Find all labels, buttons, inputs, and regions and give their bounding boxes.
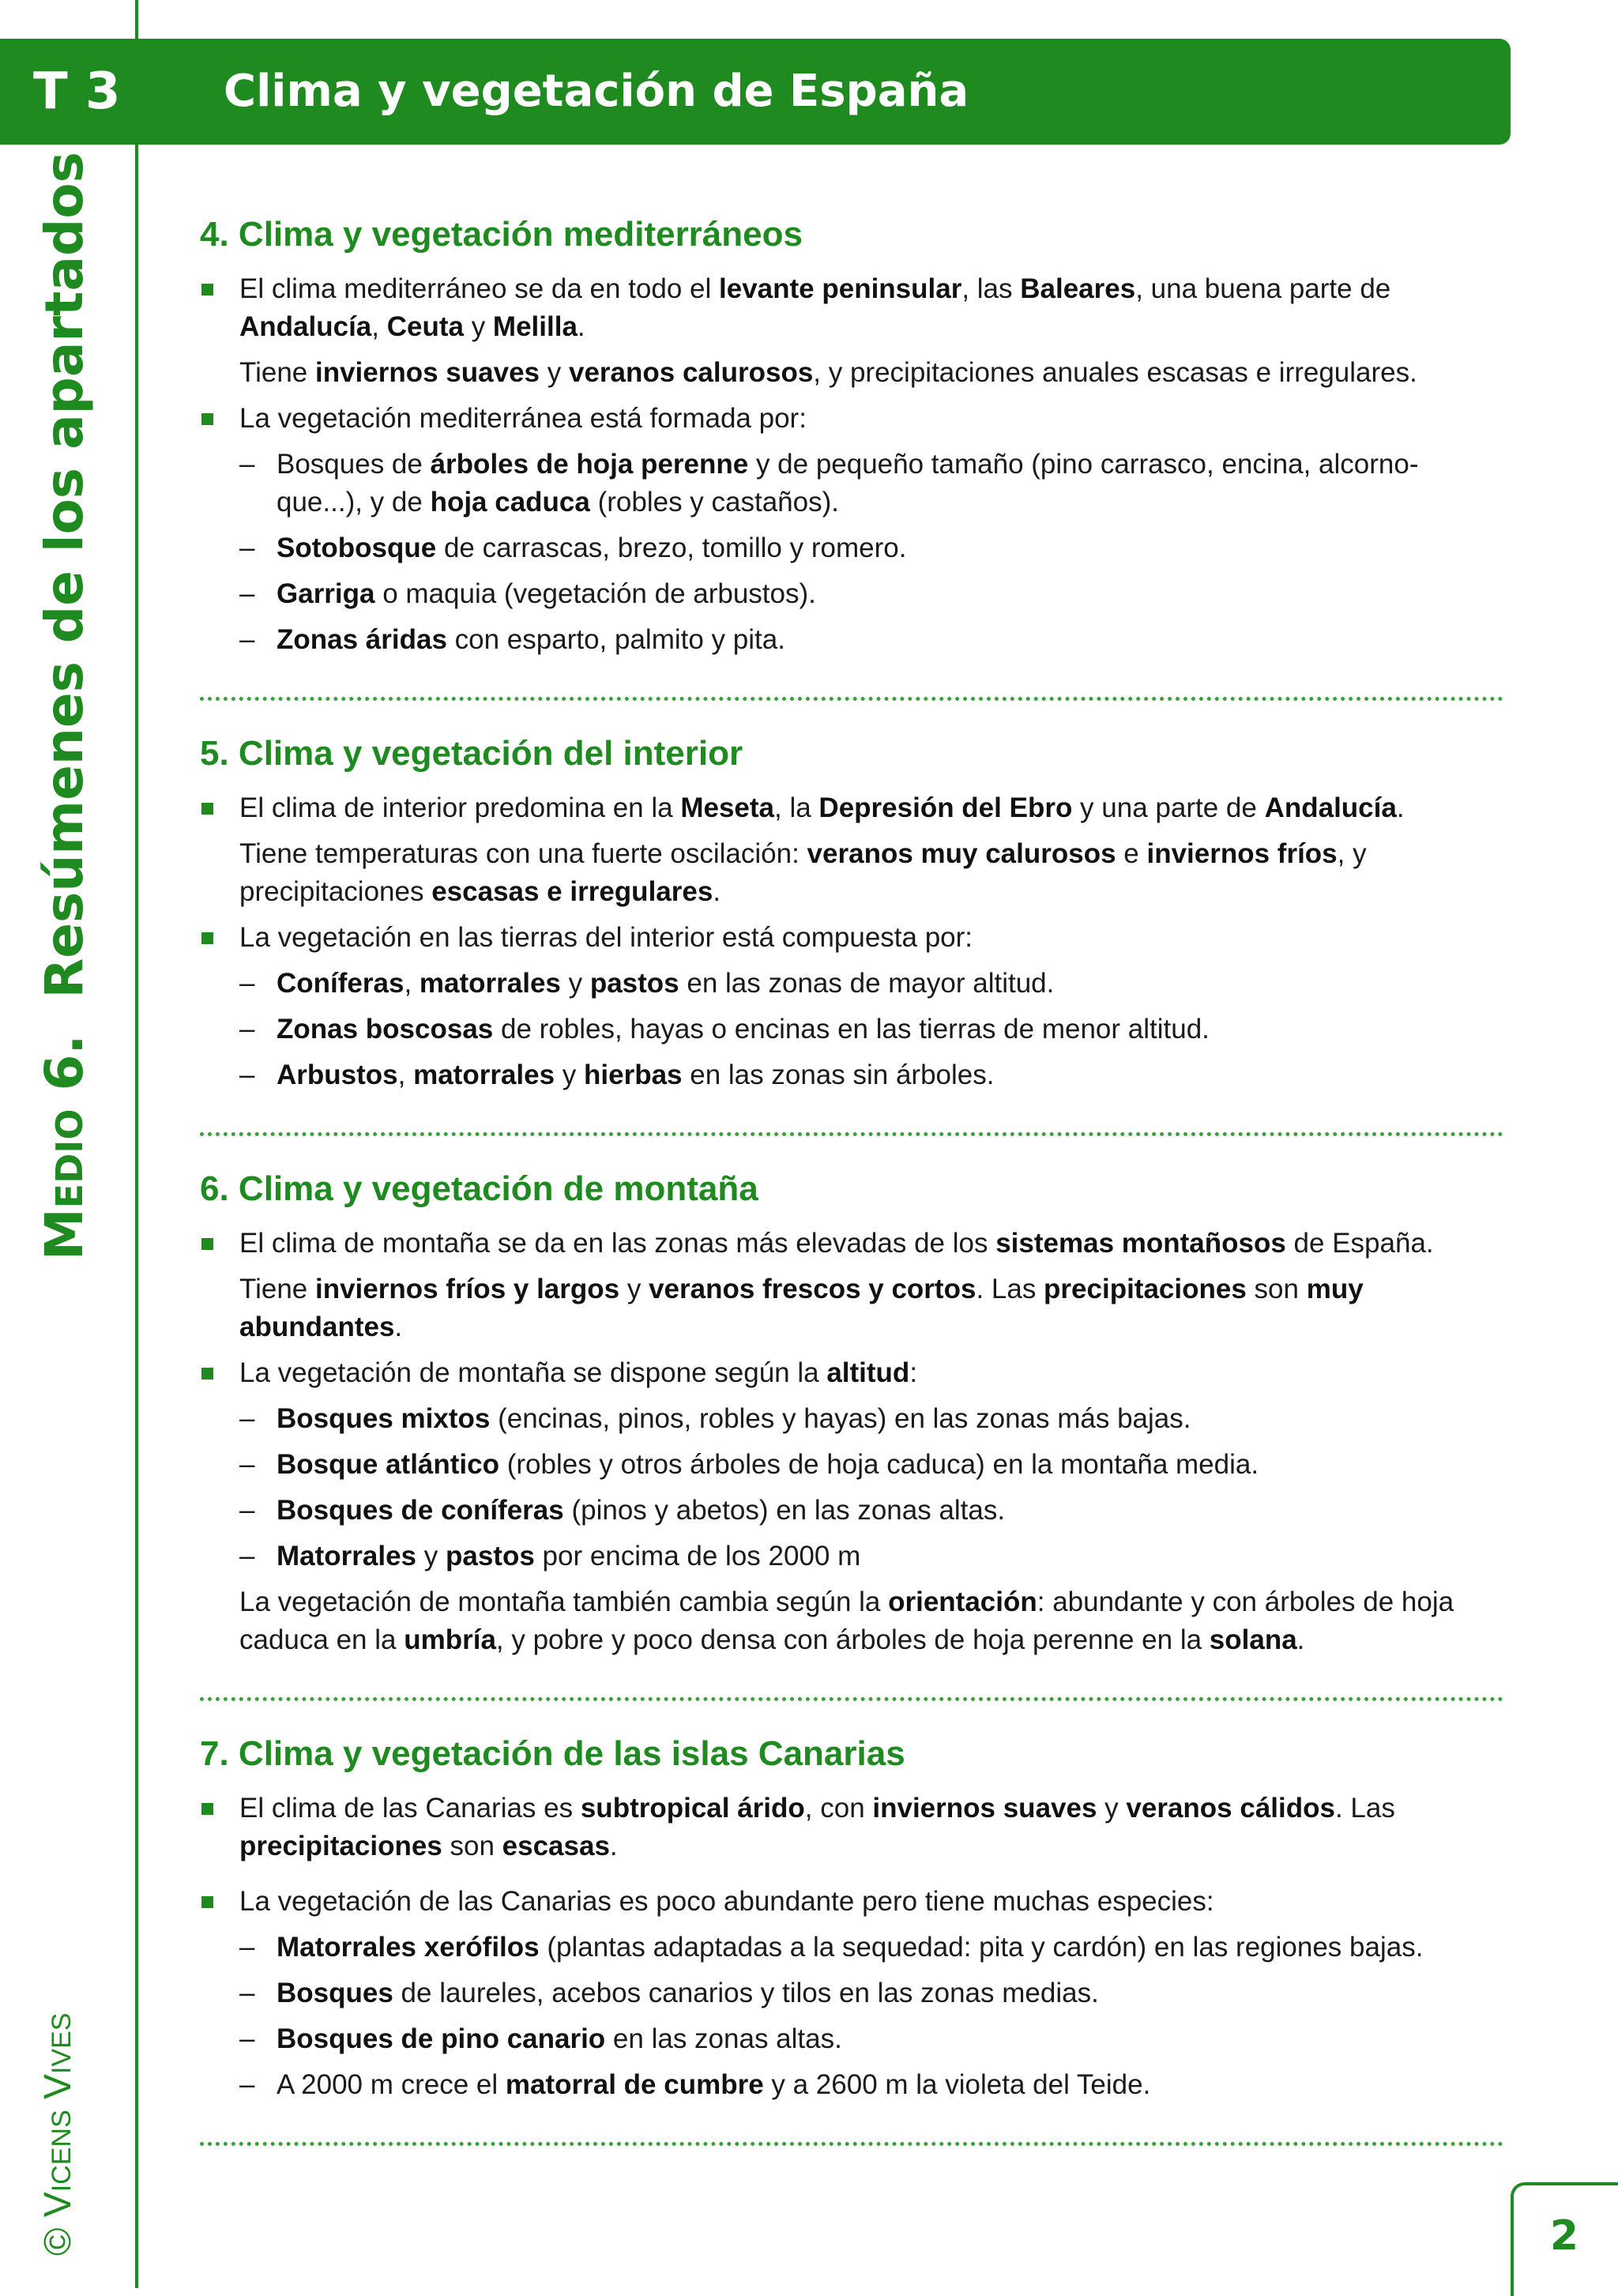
page-number: 2 <box>1549 2212 1579 2260</box>
dash-item: – Sotobosque de carrascas, brezo, tomillo y romero. <box>200 529 1503 567</box>
bullet-item: La vegetación de las Canarias es poco abundante pero tiene muchas especies: <box>200 1883 1503 1921</box>
header-bar <box>0 39 1511 145</box>
dotted-separator <box>200 697 1503 701</box>
section-title: 6. Clima y vegetación de montaña <box>200 1169 758 1208</box>
dash-item: – A 2000 m crece el matorral de cumbre y a 2600 m la violeta del Teide. <box>200 2066 1503 2104</box>
dotted-separator <box>200 2142 1503 2146</box>
section-7 <box>200 1726 1503 2146</box>
bullet-item: El clima de montaña se da en las zonas más elevadas de los sistemas montañosos de España. <box>200 1225 1503 1263</box>
tema-code: T 3 <box>33 62 121 121</box>
copyright-text: © Vicens Vives <box>37 2012 79 2256</box>
section-title: 5. Clima y vegetación del interior <box>200 734 743 773</box>
side-heading <box>27 154 103 1260</box>
bullet-item: El clima mediterráneo se da en todo el levante peninsular, las Baleares, una buena parte de Andalucía, Ceuta y Melilla. <box>200 270 1503 346</box>
dash-item: – Coníferas, matorrales y pastos en las zonas de mayor altitud. <box>200 965 1503 1003</box>
dash-item: – Zonas áridas con esparto, palmito y pita. <box>200 621 1503 659</box>
section-6 <box>200 1161 1503 1701</box>
section-title: 7. Clima y vegetación de las islas Canarias <box>200 1734 905 1773</box>
paragraph: Tiene inviernos suaves y veranos calurosos, y precipitaciones anuales escasas e irregulares. <box>239 357 1417 388</box>
dash-item: – Arbustos, matorrales y hierbas en las zonas sin árboles. <box>200 1056 1503 1094</box>
bullet-item: La vegetación en las tierras del interior está compuesta por: <box>200 919 1503 957</box>
dash-item: – Bosques de laureles, acebos canarios y tilos en las zonas medias. <box>200 1974 1503 2012</box>
dotted-separator <box>200 1132 1503 1136</box>
side-medio: Medio 6. <box>34 1034 95 1260</box>
dash-item: – Bosques de árboles de hoja perenne y de pequeño tamaño (pino carrasco, encina, alcorno-que...), y de hoja caduca (robles y castaños). <box>200 446 1503 521</box>
bullet-item: La vegetación mediterránea está formada por: <box>200 400 1503 438</box>
main-content <box>200 207 1503 2171</box>
paragraph: La vegetación de montaña también cambia según la orientación: abundante y con árboles de hoja caduca en la umbría, y pobre y poco densa con árboles de hoja perenne en la solana. <box>239 1586 1454 1655</box>
dotted-separator <box>200 1697 1503 1701</box>
bullet-item: El clima de interior predomina en la Meseta, la Depresión del Ebro y una parte de Andalucía. <box>200 789 1503 827</box>
dash-item: – Bosques de pino canario en las zonas altas. <box>200 2020 1503 2058</box>
dash-item: – Bosques de coníferas (pinos y abetos) en las zonas altas. <box>200 1492 1503 1530</box>
bullet-item: El clima de las Canarias es subtropical árido, con inviernos suaves y veranos cálidos. Las precipitaciones son escasas. <box>200 1790 1503 1865</box>
dash-item: – Bosque atlántico (robles y otros árboles de hoja caduca) en la montaña media. <box>200 1446 1503 1484</box>
section-5 <box>200 726 1503 1136</box>
dash-item: – Matorrales y pastos por encima de los 2000 m <box>200 1538 1503 1575</box>
section-4 <box>200 207 1503 701</box>
dash-item: – Zonas boscosas de robles, hayas o encinas en las tierras de menor altitud. <box>200 1011 1503 1048</box>
paragraph: Tiene temperaturas con una fuerte oscilación: veranos muy calurosos e inviernos fríos, y precipitaciones escasas e irregulares. <box>239 838 1367 907</box>
side-subtitle: Resúmenes de los apartados <box>34 152 95 999</box>
side-vertical-title <box>27 0 103 2288</box>
sidebar-divider-line <box>135 0 138 2288</box>
dash-item: – Garriga o maquia (vegetación de arbustos). <box>200 575 1503 613</box>
dash-item: – Matorrales xerófilos (plantas adaptadas a la sequedad: pita y cardón) en las regiones bajas. <box>200 1929 1503 1967</box>
dash-item: – Bosques mixtos (encinas, pinos, robles y hayas) en las zonas más bajas. <box>200 1400 1503 1438</box>
page-title: Clima y vegetación de España <box>224 66 969 117</box>
section-title: 4. Clima y vegetación mediterráneos <box>200 215 803 254</box>
bullet-item: La vegetación de montaña se dispone según la altitud: <box>200 1354 1503 1392</box>
paragraph: Tiene inviernos fríos y largos y veranos frescos y cortos. Las precipitaciones son muy abundantes. <box>239 1274 1364 1342</box>
